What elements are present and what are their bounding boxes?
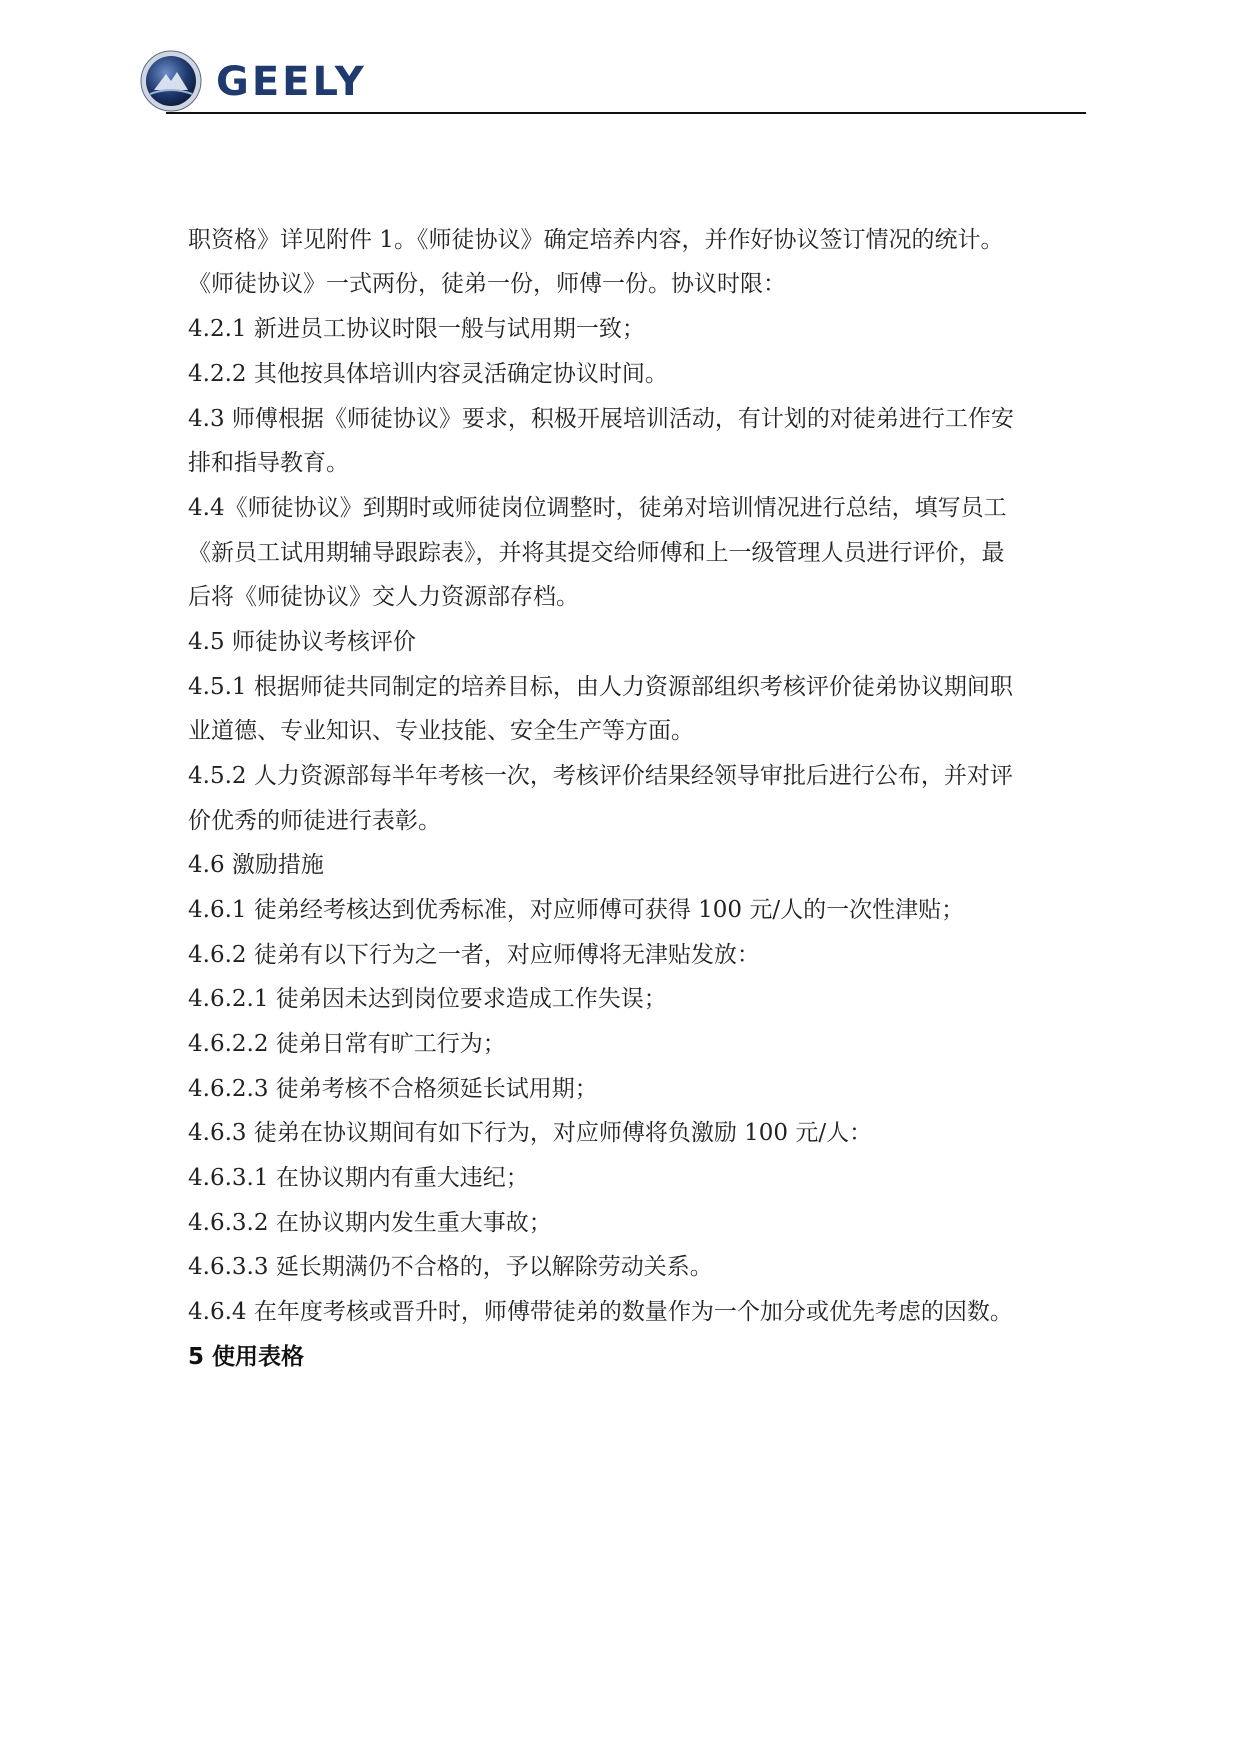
paragraph-line: 职资格》详见附件 1。《师徒协议》确定培养内容，并作好协议签订情况的统计。 xyxy=(188,227,1004,253)
paragraph-line: 4.2.1 新进员工协议时限一般与试用期一致； xyxy=(188,316,645,342)
paragraph-line: 4.6.3.2 在协议期内发生重大事故； xyxy=(188,1210,552,1236)
geely-logo-text: GEELY xyxy=(216,59,367,105)
paragraph-line: 4.5.2 人力资源部每半年考核一次，考核评价结果经领导审批后进行公布，并对评 xyxy=(188,763,1013,789)
paragraph-line: 4.6.2.2 徒弟日常有旷工行为； xyxy=(188,1031,506,1057)
paragraph-line: 《新员工试用期辅导跟踪表》，并将其提交给师傅和上一级管理人员进行评价，最 xyxy=(188,540,1005,566)
paragraph-line: 4.4《师徒协议》到期时或师徒岗位调整时，徒弟对培训情况进行总结，填写员工 xyxy=(188,495,1007,521)
paragraph-line: 后将《师徒协议》交人力资源部存档。 xyxy=(188,584,579,610)
geely-emblem-icon xyxy=(140,50,202,112)
paragraph-line: 4.5.1 根据师徒共同制定的培养目标，由人力资源部组织考核评价徒弟协议期间职 xyxy=(188,674,1013,700)
paragraph-line: 4.6.4 在年度考核或晋升时，师傅带徒弟的数量作为一个加分或优先考虑的因数。 xyxy=(188,1299,1013,1325)
section-heading-line: 4.6 激励措施 xyxy=(188,852,324,878)
paragraph-line: 4.6.2.1 徒弟因未达到岗位要求造成工作失误； xyxy=(188,986,667,1012)
paragraph-line: 4.2.2 其他按具体培训内容灵活确定协议时间。 xyxy=(188,361,668,387)
paragraph-line: 4.3 师傅根据《师徒协议》要求，积极开展培训活动，有计划的对徒弟进行工作安 xyxy=(188,406,1014,432)
paragraph-line: 排和指导教育。 xyxy=(188,450,349,476)
paragraph-line: 业道德、专业知识、专业技能、安全生产等方面。 xyxy=(188,718,694,744)
page-header xyxy=(140,44,1086,116)
paragraph-line: 4.6.2 徒弟有以下行为之一者，对应师傅将无津贴发放： xyxy=(188,942,760,968)
section-title: 5 使用表格 xyxy=(188,1344,305,1370)
paragraph-line: 4.6.1 徒弟经考核达到优秀标准，对应师傅可获得 100 元/人的一次性津贴； xyxy=(188,897,965,923)
paragraph-line: 价优秀的师徒进行表彰。 xyxy=(188,808,441,834)
paragraph-line: 4.6.3.1 在协议期内有重大违纪； xyxy=(188,1165,529,1191)
paragraph-line: 4.6.3 徒弟在协议期间有如下行为，对应师傅将负激励 100 元/人： xyxy=(188,1120,873,1146)
header-divider xyxy=(166,112,1086,114)
paragraph-line: 4.6.2.3 徒弟考核不合格须延长试用期； xyxy=(188,1076,598,1102)
paragraph-line: 4.6.3.3 延长期满仍不合格的，予以解除劳动关系。 xyxy=(188,1254,713,1280)
section-heading-line: 4.5 师徒协议考核评价 xyxy=(188,629,416,655)
paragraph-line: 《师徒协议》一式两份，徒弟一份，师傅一份。协议时限： xyxy=(188,271,786,297)
